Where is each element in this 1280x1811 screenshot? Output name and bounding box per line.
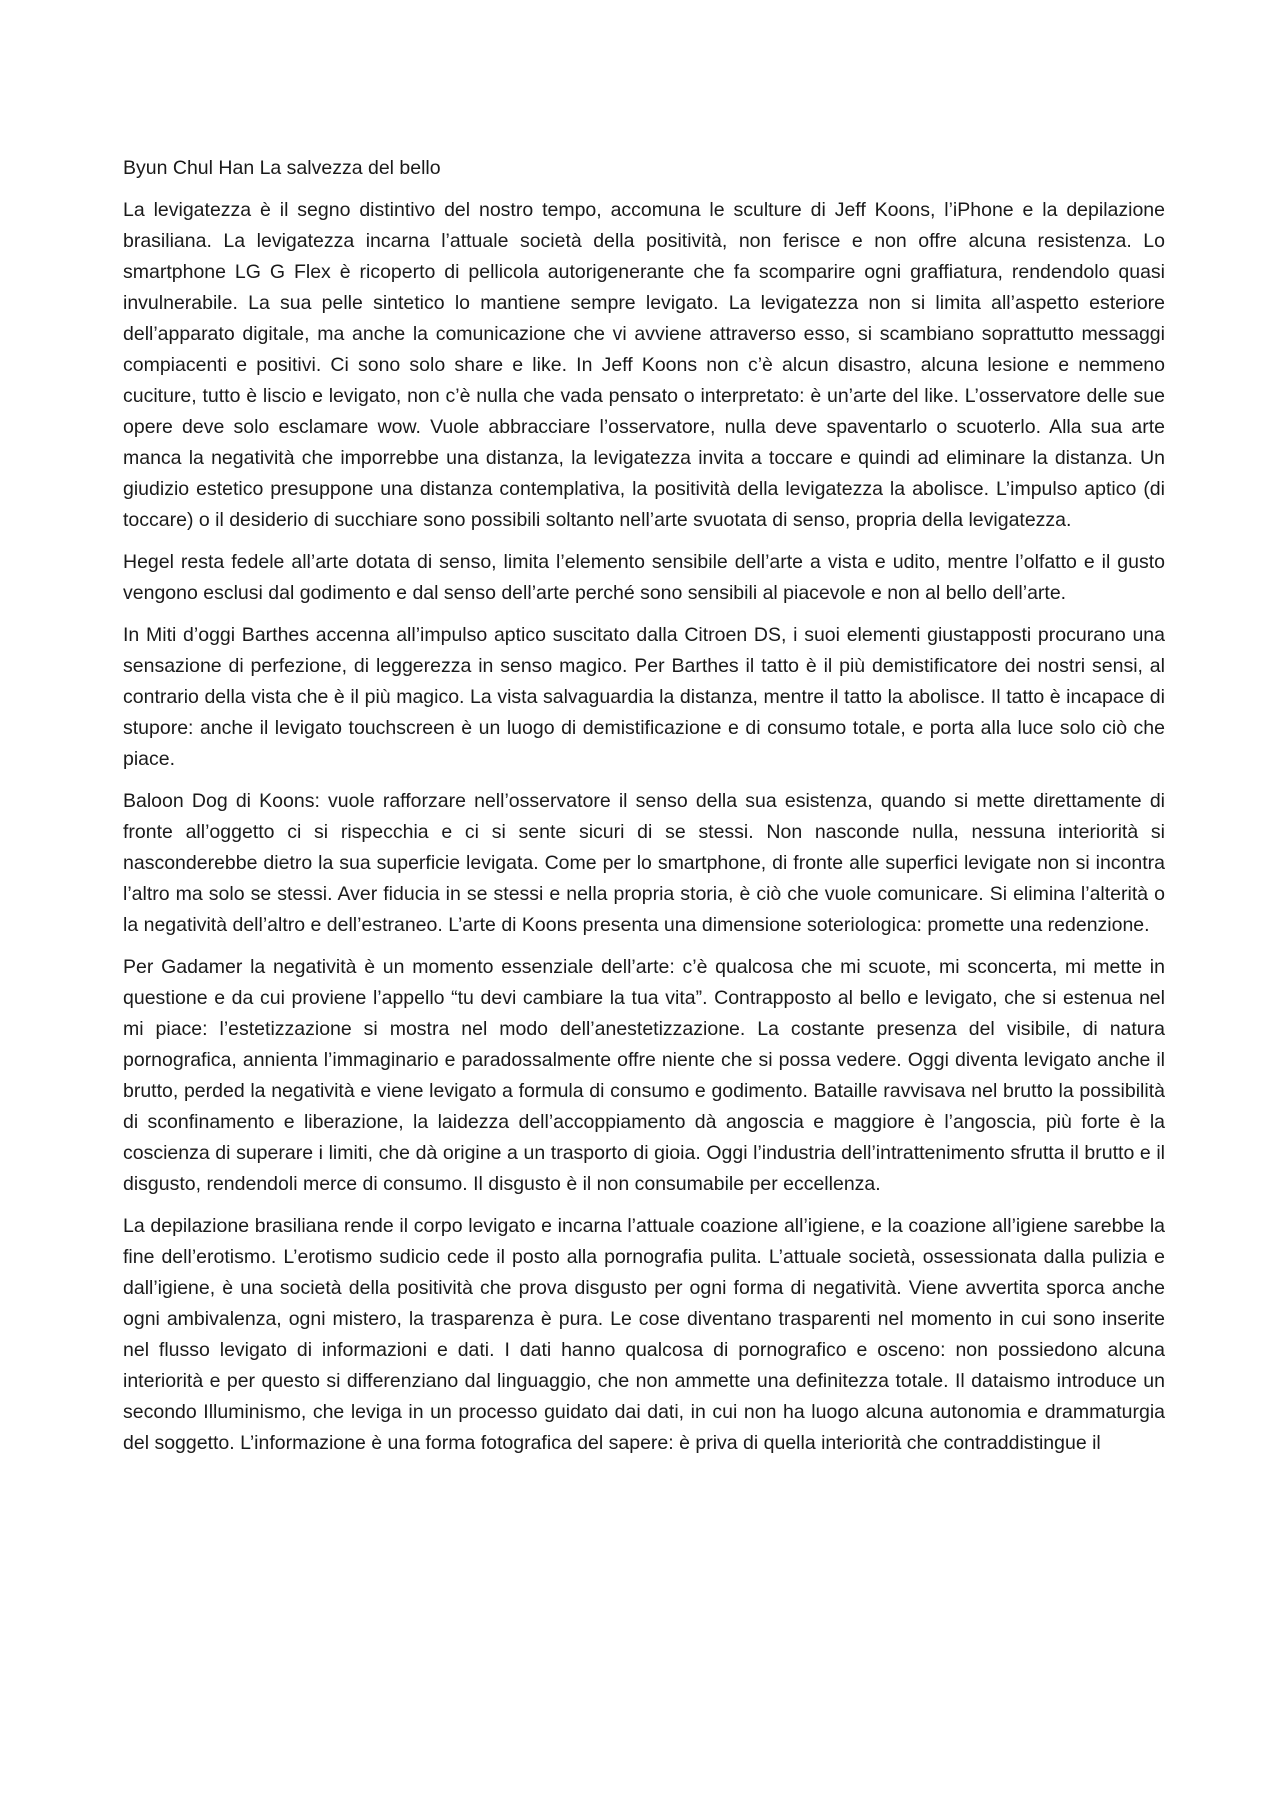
document-title: Byun Chul Han La salvezza del bello bbox=[123, 157, 441, 179]
paragraph-2: Hegel resta fedele all’arte dotata di senso, limita l’elemento sensibile dell’arte a vista e udito, mentre l’olfatto e il gusto vengono esclusi dal godimento e dal senso dell’arte perché sono sensibili al piacevole e non al bello dell’arte. bbox=[123, 551, 1165, 604]
paragraph-1: La levigatezza è il segno distintivo del nostro tempo, accomuna le sculture di Jeff Koons, l’iPhone e la depilazione brasiliana. La levigatezza incarna l’attuale società della positività, non ferisce e non offre alcuna resistenza. Lo smartphone LG G Flex è ricoperto di pellicola autorigenerante che fa scomparire ogni graffiatura, rendendolo quasi invulnerabile. La sua pelle sintetico lo mantiene sempre levigato. La levigatezza non si limita all’aspetto esteriore dell’apparato digitale, ma anche la comunicazione che vi avviene attraverso esso, si scambiano soprattutto messaggi compiacenti e positivi. Ci sono solo share e like. In Jeff Koons non c’è alcun disastro, alcuna lesione e nemmeno cuciture, tutto è liscio e levigato, non c’è nulla che vada pensato o interpretato: è un’arte del like. L’osservatore delle sue opere deve solo esclamare wow. Vuole abbracciare l’osservatore, nulla deve spaventarlo o scuoterlo. Alla sua arte manca la negatività che imporrebbe una distanza, la levigatezza invita a toccare e quindi ad eliminare la distanza. Un giudizio estetico presuppone una distanza contemplativa, la positività della levigatezza la abolisce. L’impulso aptico (di toccare) o il desiderio di succhiare sono possibili soltanto nell’arte svuotata di senso, propria della levigatezza. bbox=[123, 199, 1165, 531]
paragraph-5: Per Gadamer la negatività è un momento essenziale dell’arte: c’è qualcosa che mi scuote, mi sconcerta, mi mette in questione e da cui proviene l’appello “tu devi cambiare la tua vita”. Contrapposto al bello e levigato, che si estenua nel mi piace: l’estetizzazione si mostra nel modo dell’anestetizzazione. La costante presenza del visibile, di natura pornografica, annienta l’immaginario e paradossalmente offre niente che si possa vedere. Oggi diventa levigato anche il brutto, perded la negatività e viene levigato a formula di consumo e godimento. Bataille ravvisava nel brutto la possibilità di sconfinamento e liberazione, la laidezza dell’accoppiamento dà angoscia e maggiore è l’angoscia, più forte è la coscienza di superare i limiti, che dà origine a un trasporto di gioia. Oggi l’industria dell’intrattenimento sfrutta il brutto e il disgusto, rendendoli merce di consumo. Il disgusto è il non consumabile per eccellenza. bbox=[123, 956, 1165, 1195]
paragraph-3: In Miti d’oggi Barthes accenna all’impulso aptico suscitato dalla Citroen DS, i suoi elementi giustapposti procurano una sensazione di perfezione, di leggerezza in senso magico. Per Barthes il tatto è il più demistificatore dei nostri sensi, al contrario della vista che è il più magico. La vista salvaguardia la distanza, mentre il tatto la abolisce. Il tatto è incapace di stupore: anche il levigato touchscreen è un luogo di demistificazione e di consumo totale, e porta alla luce solo ciò che piace. bbox=[123, 624, 1165, 770]
paragraph-6: La depilazione brasiliana rende il corpo levigato e incarna l’attuale coazione all’igiene, e la coazione all’igiene sarebbe la fine dell’erotismo. L’erotismo sudicio cede il posto alla pornografia pulita. L’attuale società, ossessionata dalla pulizia e dall’igiene, è una società della positività che prova disgusto per ogni forma di negatività. Viene avvertita sporca anche ogni ambivalenza, ogni mistero, la trasparenza è pura. Le cose diventano trasparenti nel momento in cui sono inserite nel flusso levigato di informazioni e dati. I dati hanno qualcosa di pornografico e osceno: non possiedono alcuna interiorità e per questo si differenziano dal linguaggio, che non ammette una definitezza totale. Il dataismo introduce un secondo Illuminismo, che leviga in un processo guidato dai dati, in cui non ha luogo alcuna autonomia e drammaturgia del soggetto. L’informazione è una forma fotografica del sapere: è priva di quella interiorità che contraddistingue il bbox=[123, 1215, 1165, 1454]
document-page bbox=[123, 153, 1165, 1470]
paragraph-4: Baloon Dog di Koons: vuole rafforzare nell’osservatore il senso della sua esistenza, quando si mette direttamente di fronte all’oggetto ci si rispecchia e ci si sente sicuri di se stessi. Non nasconde nulla, nessuna interiorità si nasconderebbe dietro la sua superficie levigata. Come per lo smartphone, di fronte alle superfici levigate non si incontra l’altro ma solo se stessi. Aver fiducia in se stessi e nella propria storia, è ciò che vuole comunicare. Si elimina l’alterità o la negatività dell’altro e dell’estraneo. L’arte di Koons presenta una dimensione soteriologica: promette una redenzione. bbox=[123, 790, 1165, 936]
